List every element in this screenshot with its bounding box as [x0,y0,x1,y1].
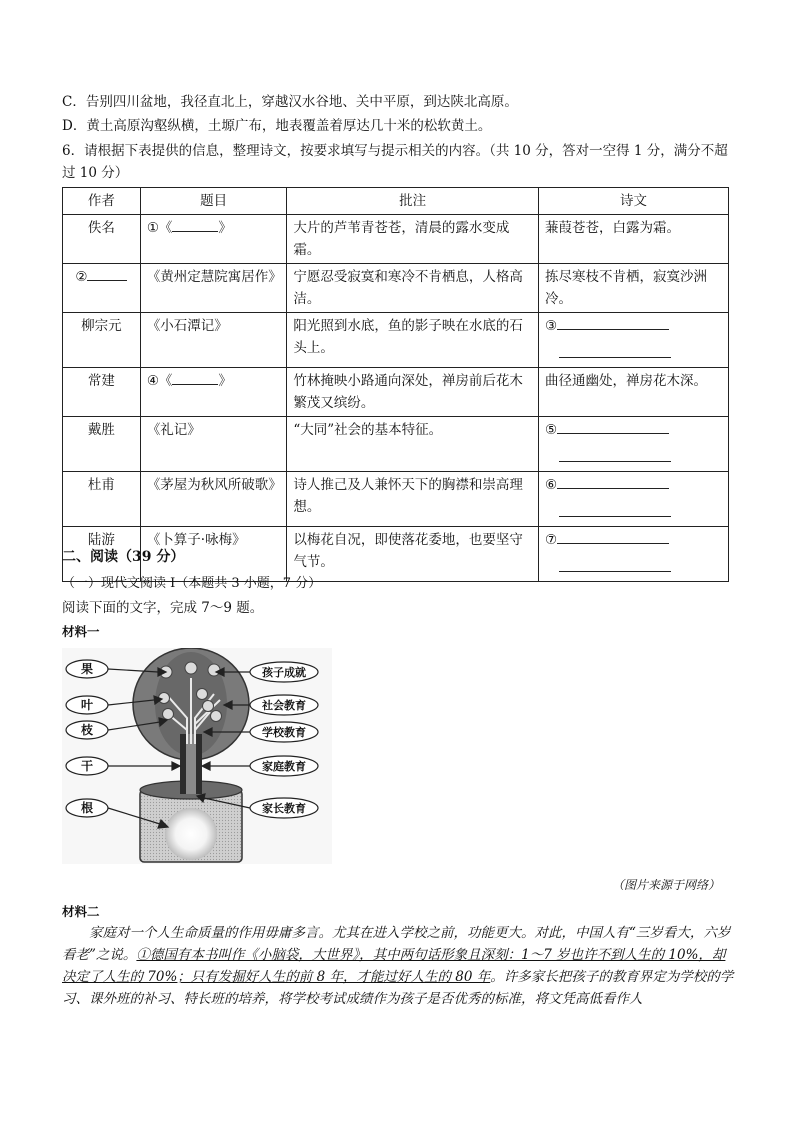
cell-author: 佚名 [63,215,141,264]
cell-title: 《礼记》 [140,417,287,472]
image-caption: （图片来源于网络） [611,878,720,892]
label-child-achievement [250,662,318,682]
header-note: 批注 [287,188,539,215]
label-fruit-text: 果 [80,662,94,676]
blank-1[interactable] [172,217,218,232]
cell-title: 《小石潭记》 [140,313,287,368]
cell-note: 竹林掩映小路通向深处，禅房前后花木繁茂又缤纷。 [287,368,539,417]
option-d: D．黄土高原沟壑纵横，土塬广布，地表覆盖着厚达几十米的松软黄土。 [62,118,492,134]
table-row [63,264,729,313]
cell-title: 《卜算子·咏梅》 [140,527,287,582]
table-header-row [63,188,729,215]
label-school-education-text: 学校教育 [262,726,306,739]
table-row [63,368,729,417]
cell-poem [538,527,728,582]
cell-poem: 蒹葭苍苍，白露为霜。 [538,215,728,264]
passage-paragraph [62,922,734,1010]
title-suffix: 》 [218,373,232,389]
cell-title [140,368,287,417]
label-family-education [250,756,318,776]
answer-marker: ⑦ [544,532,558,548]
cell-poem [538,417,728,472]
label-trunk [66,757,108,775]
blank-5[interactable] [557,419,669,434]
cell-author: 柳宗元 [63,313,141,368]
label-family-education-text: 家庭教育 [262,760,306,773]
title-prefix: ④《 [146,373,173,389]
header-poem: 诗文 [538,188,728,215]
label-leaf-text: 叶 [80,698,94,712]
reading-instruction: 阅读下面的文字，完成 7～9 题。 [62,600,264,616]
label-parent-education [250,798,318,818]
cell-poem [538,472,728,527]
header-title: 题目 [140,188,287,215]
cell-author [63,264,141,313]
section-title: 二、阅读（39 分） [62,549,185,565]
label-branch [66,721,108,739]
material-2-label: 材料二 [62,904,100,919]
poem-table [62,187,729,582]
label-leaf [66,696,108,714]
header-author: 作者 [63,188,141,215]
blank-4[interactable] [172,370,218,385]
table-row [63,215,729,264]
passage-text-b: 。许多家长把孩子的教育界定为学校的学习、课外班的补习、特长班的培养，将学校考试成绩作为孩子是否优秀的标准，将文凭高低看作人 [62,969,734,1007]
cell-title: 《黄州定慧院寓居作》 [140,264,287,313]
tree-education-diagram [62,648,332,864]
section-subtitle: （一）现代文阅读 I（本题共 3 小题，7 分） [62,576,322,591]
cell-poem [538,313,728,368]
label-root-text: 根 [80,801,94,815]
material-1-label: 材料一 [62,624,100,639]
cell-author: 常建 [63,368,141,417]
blank-7b[interactable] [559,557,671,572]
label-parent-education-text: 家长教育 [262,802,306,815]
cell-author: 杜甫 [63,472,141,527]
title-prefix: ①《 [146,220,173,236]
label-fruit [66,660,108,678]
passage-underlined: ①德国有本书叫作《小脑袋，大世界》，其中两句话形象且深刻：1～7 岁也许不到人生的 10%，却决定了人生的 70%；只有发掘好人生的前 8 年，才能过好人生的 80 年 [62,947,726,985]
label-child-achievement-text: 孩子成就 [262,666,306,679]
label-branch-text: 枝 [80,723,94,737]
blank-6b[interactable] [559,502,671,517]
label-social-education [250,695,318,715]
blank-6[interactable] [557,474,669,489]
answer-marker: ⑤ [544,422,558,438]
blank-2[interactable] [87,266,127,281]
author-marker: ② [75,269,88,285]
cell-poem: 曲径通幽处，禅房花木深。 [538,368,728,417]
blank-7[interactable] [557,529,669,544]
title-suffix: 》 [218,220,232,236]
passage-text-a: 家庭对一个人生命质量的作用毋庸多言。尤其在进入学校之前，功能更大。对此，中国人有“三岁看大，六岁看老”之说。 [62,925,731,963]
cell-title: 《茅屋为秋风所破歌》 [140,472,287,527]
cell-note: 诗人推己及人兼怀天下的胸襟和崇高理想。 [287,472,539,527]
label-trunk-text: 干 [80,759,94,773]
table-row [63,313,729,368]
label-school-education [250,722,318,742]
cell-note: 以梅花自况，即使落花委地，也要坚守气节。 [287,527,539,582]
question-6-stem: 6．请根据下表提供的信息，整理诗文，按要求填写与提示相关的内容。（共 10 分，答对一空得 1 分，满分不超过 10 分） [62,143,728,181]
root-ball [165,808,217,860]
cell-title [140,215,287,264]
answer-marker: ⑥ [544,477,558,493]
table-row [63,417,729,472]
cell-poem: 拣尽寒枝不肯栖，寂寞沙洲冷。 [538,264,728,313]
answer-marker: ③ [544,318,558,334]
cell-author: 戴胜 [63,417,141,472]
blank-3[interactable] [557,315,669,330]
cell-note: “大同”社会的基本特征。 [287,417,539,472]
table-row [63,472,729,527]
label-social-education-text: 社会教育 [262,699,306,712]
cell-author: 陆游 [63,527,141,582]
blank-5b[interactable] [559,447,671,462]
cell-note: 大片的芦苇青苍苍，清晨的露水变成霜。 [287,215,539,264]
option-c: C．告别四川盆地，我径直北上，穿越汉水谷地、关中平原，到达陕北高原。 [62,94,518,110]
blank-3b[interactable] [559,343,671,358]
cell-note: 宁愿忍受寂寞和寒冷不肯栖息，人格高洁。 [287,264,539,313]
label-root [66,799,108,817]
cell-note: 阳光照到水底，鱼的影子映在水底的石头上。 [287,313,539,368]
